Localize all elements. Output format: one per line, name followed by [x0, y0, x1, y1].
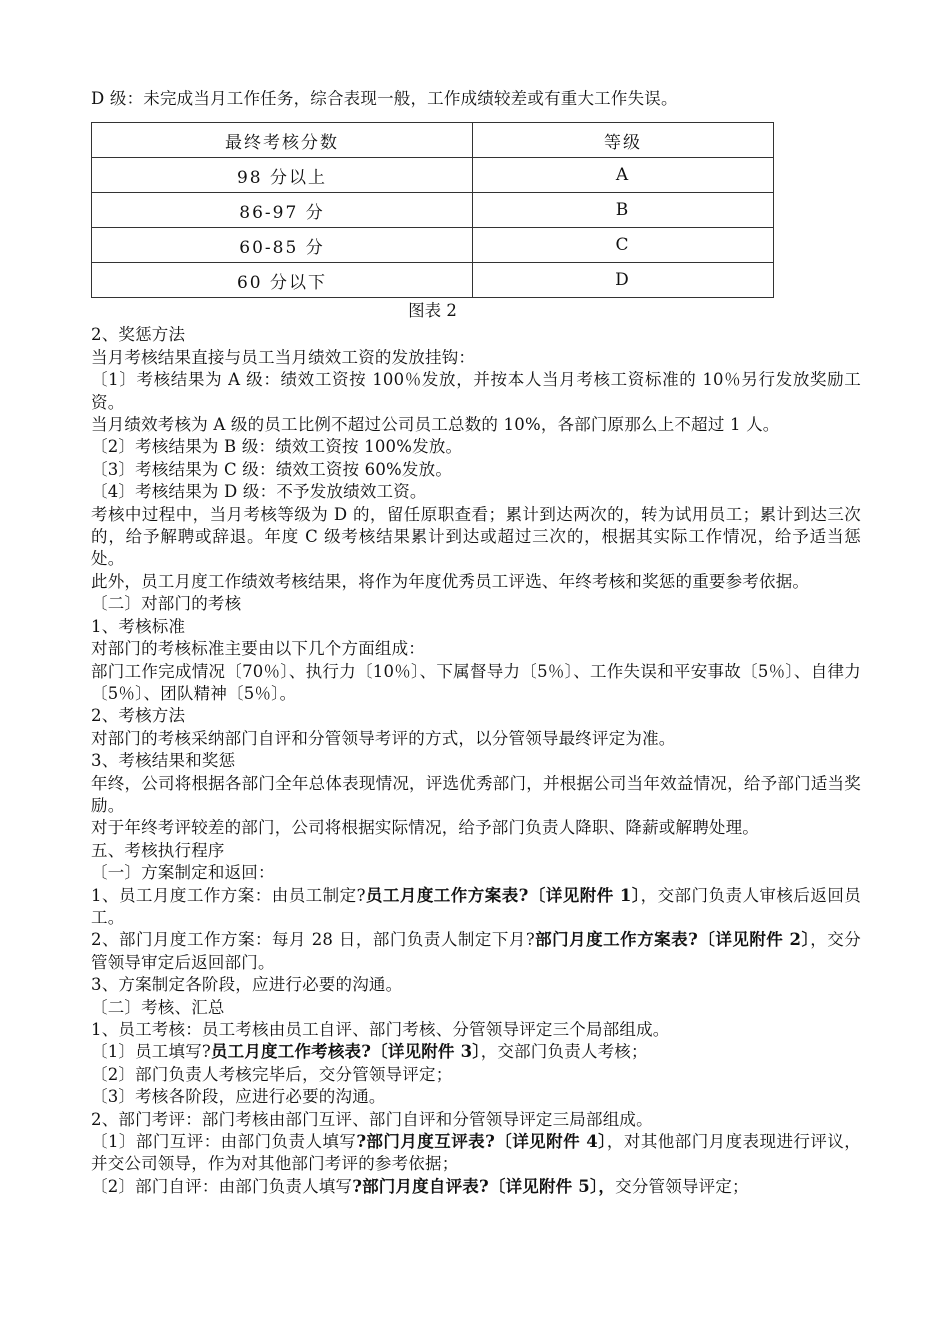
paragraph: 五、考核执行程序 — [91, 840, 225, 860]
paragraph-segment: 1、员工月度工作方案：由员工制定? — [91, 885, 366, 905]
paragraph — [91, 1131, 861, 1176]
table-header-cell: 等级 — [473, 123, 774, 158]
document-page — [91, 88, 861, 1198]
paragraph-segment: ，交分管领导审定后返回部门。 — [91, 930, 861, 972]
paragraph: 当月考核结果直接与员工当月绩效工资的发放挂钩： — [91, 347, 476, 367]
paragraph — [91, 929, 861, 974]
body-text — [91, 324, 861, 1198]
table-cell: D — [473, 263, 774, 298]
table-cell: 98 分以上 — [92, 158, 473, 193]
paragraph: 2、奖惩方法 — [91, 325, 186, 345]
paragraph: 3、考核结果和奖惩 — [91, 751, 236, 771]
bold-reference: 部门月度工作方案表?〔详见附件 2〕 — [534, 930, 811, 950]
paragraph: 对部门的考核采纳部门自评和分管领导考评的方式，以分管领导最终评定为准。 — [91, 728, 676, 748]
table-row — [92, 193, 774, 228]
paragraph — [91, 1041, 861, 1063]
paragraph: 〔1〕考核结果为 A 级：绩效工资按 100％发放，并按本人当月考核工资标准的 10％另行发放奖励工资。 — [91, 370, 861, 412]
paragraph-segment: ，对其他部门月度表现进行评议，并交公司领导，作为对其他部门考评的参考依据； — [91, 1132, 862, 1174]
paragraph — [91, 885, 861, 930]
paragraph: 2、考核方法 — [91, 706, 186, 726]
paragraph: 年终，公司将根据各部门全年总体表现情况，评选优秀部门，并根据公司当年效益情况，给予部门适当奖励。 — [91, 773, 861, 815]
paragraph-segment: 〔2〕部门自评：由部门负责人填写 — [91, 1176, 353, 1196]
paragraph: 3、方案制定各阶段，应进行必要的沟通。 — [91, 975, 403, 995]
paragraph: 此外，员工月度工作绩效考核结果，将作为年度优秀员工评选、年终考核和奖惩的重要参考依据。 — [91, 571, 810, 591]
paragraph: 〔一〕方案制定和返回： — [91, 863, 275, 883]
paragraph: 考核中过程中，当月考核等级为 D 的，留任原职查看；累计到达两次的，转为试用员工；累计到达三次的，给予解聘或辞退。年度 C 级考核结果累计到达或超过三次的，根据其实际工作情况，给予适当惩处。 — [91, 504, 861, 569]
bold-reference: 员工月度工作考核表?〔详见附件 3〕 — [210, 1042, 481, 1062]
table-header-cell: 最终考核分数 — [92, 123, 473, 158]
paragraph: 〔4〕考核结果为 D 级：不予发放绩效工资。 — [91, 482, 427, 502]
paragraph: 对于年终考评较差的部门，公司将根据实际情况，给予部门负责人降职、降薪或解聘处理。 — [91, 818, 759, 838]
bold-reference: ?部门月度自评表?〔详见附件 5〕， — [352, 1176, 616, 1196]
table-row — [92, 228, 774, 263]
intro-line: D 级：未完成当月工作任务，综合表现一般，工作成绩较差或有重大工作失误。 — [91, 89, 678, 108]
table-cell: 60 分以下 — [92, 263, 473, 298]
paragraph — [91, 1176, 861, 1198]
table-row — [92, 263, 774, 298]
paragraph-segment: ，交部门负责人考核； — [480, 1042, 648, 1062]
paragraph: 〔2〕考核结果为 B 级：绩效工资按 100%发放。 — [91, 437, 463, 457]
paragraph-segment: 〔1〕员工填写? — [91, 1042, 211, 1062]
paragraph-segment: 〔1〕部门互评：由部门负责人填写 — [91, 1132, 357, 1152]
table-cell: 60-85 分 — [92, 228, 473, 263]
grade-table — [91, 122, 774, 298]
table-header-row — [92, 123, 774, 158]
paragraph-segment: 交分管领导评定； — [615, 1176, 749, 1196]
paragraph: 部门工作完成情况〔70％〕、执行力〔10％〕、下属督导力〔5％〕、工作失误和平安事故〔5％〕、自律力〔5％〕、团队精神〔5％〕。 — [91, 661, 861, 703]
paragraph-segment: ，交部门负责人审核后返回员工。 — [91, 885, 862, 927]
paragraph: 1、考核标准 — [91, 616, 186, 636]
bold-reference: ?部门月度互评表?〔详见附件 4〕 — [356, 1132, 607, 1152]
paragraph: 〔二〕考核、汇总 — [91, 997, 225, 1017]
table-cell: A — [473, 158, 774, 193]
table-caption: 图表 2 — [408, 301, 457, 321]
paragraph: 对部门的考核标准主要由以下几个方面组成： — [91, 639, 425, 659]
bold-reference: 员工月度工作方案表?〔详见附件 1〕 — [365, 885, 641, 905]
paragraph: 〔3〕考核各阶段，应进行必要的沟通。 — [91, 1087, 386, 1107]
paragraph: 〔二〕对部门的考核 — [91, 594, 242, 614]
paragraph-segment: 2、部门月度工作方案：每月 28 日，部门负责人制定下月? — [91, 930, 535, 950]
paragraph: 2、部门考评：部门考核由部门互评、部门自评和分管领导评定三局部组成。 — [91, 1109, 653, 1129]
table-cell: C — [473, 228, 774, 263]
table-cell: B — [473, 193, 774, 228]
paragraph: 1、员工考核：员工考核由员工自评、部门考核、分管领导评定三个局部组成。 — [91, 1020, 670, 1039]
paragraph: 〔2〕部门负责人考核完毕后，交分管领导评定； — [91, 1064, 453, 1084]
table-row — [92, 158, 774, 193]
table-cell: 86-97 分 — [92, 193, 473, 228]
paragraph: 〔3〕考核结果为 C 级：绩效工资按 60%发放。 — [91, 459, 453, 479]
paragraph: 当月绩效考核为 A 级的员工比例不超过公司员工总数的 10%，各部门原那么上不超过 1 人。 — [91, 415, 780, 435]
